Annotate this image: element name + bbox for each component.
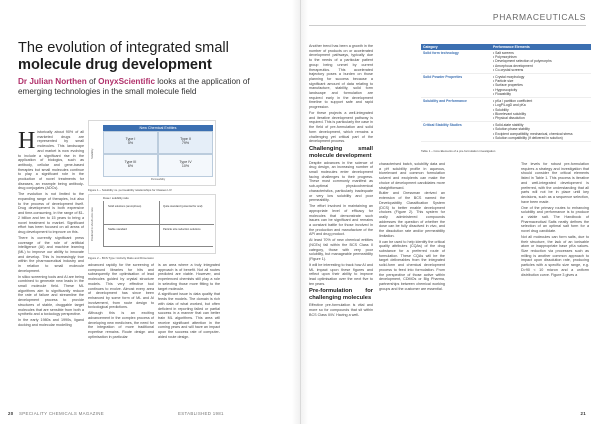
right-page: [300, 0, 600, 424]
figure-2-caption: Figure 2 – BCS Type I Activity Ratio and Dimension: [88, 256, 154, 260]
table-element-item: • Development selection of polymorphs: [493, 59, 552, 64]
table-row: [421, 50, 591, 74]
table-element-item: • Biorelevant solubility: [493, 111, 527, 116]
table-header-row: Category Performance Elements: [421, 44, 591, 50]
table-cell-category: Solubility and Performance: [421, 98, 491, 122]
table-element-item: • Solution compatibility (if delivered in solution): [493, 135, 563, 140]
right-col-1: Another trend has been a growth in the number of products on or accelerated development pathways, typically due to the needs of a particular patient group being unmet by current therapeutics. This accelerated trajectory poses a burden on those planning for success because a significant amount of data relating to manufacture, stability, solid form landscape and formulation are required early in the development timeline to support safe and rapid progression. For these projects a well-integrated and iterative development pathway is required. This is particularly the case in the field of pre-formulation and solid form development, which remains a challenging yet critical part of the development process. Challenging small molecule development Despite advances in the science of drug design, an increasing number of small molecules enter development facing challenges to their progress. These most commonly manifest as sub-optimal physicochemical characteristics, particularly inadequate or very low solubility and poor permeability. The effort involved in maintaining an appropriate level of efficacy for molecules that demonstrate such issues can be significant and remains a constant battle for those involved in the production and manufacture of the API and drug product. At least 70% of new chemical entities (NCEs) fall within the BCS Class II category, those with very poor solubility, but manageable permeability (Figure 1). It will be interesting to track how AI and ML impact upon these figures and reflect upon their ability to improve lead optimisation over the next five to ten years. Pre-formulation for challenging molecules Effective pre-formulation is vital and more so for compounds that sit within BCS Class II/IV. Having a well-: [309, 44, 373, 317]
right-col-3b: The levels for robust pre-formulation requires a strategy and investigation that should consider the critical elements listed in Table 1. This process is iterative and well-integrated development is preferred, with the understanding that all parts will not be in place until key decisions, such as a sequence selection, have been made. One of the primary routes to enhancing solubility and performance is to produce a viable salt. The Handbook of Pharmaceutical Salts neatly defines the selection of an optimal salt form for a novel drug candidate. Not all molecules can form salts, due to their structure, the lack of an ionisable atom or inappropriate base pKa values. Size reduction via processes such as milling is another common approach to impact upon dissolution rate, producing particles with a specific size range, e.g. D>90 < 10 micron and a uniform distribution curve. Figure 3 gives a: [521, 162, 589, 277]
table-element-item: • LogP/LogD and pKa: [493, 103, 526, 108]
table-element-item: • Solid-state stability: [493, 123, 524, 128]
body-col-2: advanced rapidly for the screening of compound libraries for hits and subsequently the optimisation of lead molecules guided by crystal structure models. This very effective tool continues to evolve. Almost every area of development has since been enhanced by some form of ML and AI involvement, from route design to toxicological predictions. Although this is an exciting advancement in the complex process of developing new medicines, the need for the integration of more traditional expertise remains. Route design and optimisation in particular: [88, 263, 154, 339]
table-element-item: • Amorphous development: [493, 63, 533, 68]
figure-1-header: New Chemical Entities: [103, 125, 213, 131]
table-element-item: • Co-crystal screens: [493, 67, 524, 72]
table-element-item: • Polymorphism: [493, 55, 517, 60]
table-1: [421, 44, 591, 142]
body-col-1: Historically about 90% of all marketed drugs are represented by small molecules. This landscape and market is now evolving to include a significant rise in the application of biologics, such as antibody, cellular and gene-based therapies but small molecules continue to play a significant role in the production of novel treatments for diseases, an example being antibody-drug conjugates (ADCs). The evolution is not limited to the expanding range of therapies, but also to the process of development itself. Drug development is both expensive and time-consuming, in the range of $1-2 billion and ten to 15 years to bring a novel treatment to market. Significant effort has been focused on all areas of drug development to improve on this. There is currently significant press coverage of the role of artificial intelligence (AI) and machine learning (ML) to improve our ability to innovate and develop. This is increasingly true within the pharmaceutical industry and in relation to small molecule development. In silico screening tools and AI are being combined to generate new leads in the small molecule field. These ML algorithms aim to significantly reduce the rate of failure and streamline the development process to provide structures of stable, druggable target molecules that are sensible from both a synthetic and a toxicology perspective. In the early 1980s and 1990s, ligand docking and molecular modelling: [18, 130, 84, 327]
table-element-item: • Solubility: [493, 107, 509, 112]
figure-1-cell-1: Type I 5%: [103, 131, 158, 154]
figure-1-cell-3: Type III 6%: [103, 154, 158, 177]
footer-left: 20 SPECIALITY CHEMICALS MAGAZINE ESTABLISHED 1981: [8, 411, 224, 416]
figure-1-x-axis: Permeability: [150, 178, 166, 181]
table-row: [421, 74, 591, 98]
table-element-item: • pKa / partition coefficient: [493, 98, 533, 103]
table-element-item: • Particle size: [493, 79, 514, 84]
table-element-item: • Physical dissolution: [493, 116, 525, 121]
table-cell-elements: [491, 50, 591, 74]
table-element-item: • Excipient compatibility, mechanical, chemical stress: [493, 131, 573, 136]
drop-cap: H: [18, 130, 36, 154]
table-element-item: • Salt screens: [493, 50, 514, 55]
figure-1-y-axis: Solubility: [91, 148, 94, 160]
header-rule: [309, 25, 586, 26]
figure-2-divider-h: [104, 224, 214, 225]
table-row: [421, 98, 591, 122]
table-cell-category: Solid Powder Properties: [421, 74, 491, 98]
table-cell-category: Critical Stability Studies: [421, 122, 491, 142]
right-col-2: characterised batch, solubility data and a pH solubility profile in aqueous, biorelevant and common formulation solvent and excipients can make the choice of development candidates more straightforward. Butler and Dressman derived an extension of the BCS named the Developability Classification System (DCS) to better enable development choices (Figure 2). This system for orally administered compounds addresses the question of whether the dose can be fully dissolved in vivo, and the dissolution rate and/or permeability limitation. It can be used to help identify the critical quality attributes (CQAs) of the drug substance for a preferred route of formulation. These CQAs will be the target deliverables from the integrated solid-form and chemical development process to feed into formulation. From the perspective of those active within development, CDMOs or Big Pharma, partnerships between chemical working groups and the customer are essential.: [379, 162, 445, 291]
figure-2: [88, 194, 216, 254]
figure-1-cell-2: Type II 79%: [158, 131, 213, 154]
article-title: The evolution of integrated small molecule drug development: [18, 40, 229, 73]
table-element-item: • Surface properties: [493, 83, 523, 88]
table-cell-elements: [491, 122, 591, 142]
table-cell-elements: [491, 98, 591, 122]
table-element-item: • Hygroscopicity: [493, 87, 518, 92]
figure-2-quadrant-1: Solid solutions (amorphous): [108, 205, 142, 208]
section-header: PHARMACEUTICALS: [492, 12, 586, 22]
table-cell-elements: [491, 74, 591, 98]
footer-right: 21: [580, 411, 586, 416]
table-element-item: • Crystal morphology: [493, 74, 525, 79]
figure-1-caption: Figure 1 – Solubility vs. permeability relationships for Classes I-IV: [88, 188, 172, 192]
figure-2-quadrant-3: Stable standard: [108, 228, 127, 231]
figure-2-quadrant-4: Particle size reduction solutions: [163, 228, 201, 231]
table-element-item: • Flowability: [493, 92, 511, 97]
figure-1: [88, 120, 216, 186]
table-element-item: • Solution phase stability: [493, 127, 530, 132]
heading-preformulation: Pre-formulation for challenging molecules: [309, 288, 373, 302]
table-cell-category: Solid form technology: [421, 50, 491, 74]
figure-2-quadrant-2: Quite standard (potential for oral): [163, 205, 203, 208]
spine-shadow: [292, 0, 308, 424]
body-col-3: is an area where a truly integrated approach is of benefit. Not all routes predicted are viable. However, and experienced chemists still play a role in selecting those more fitting to the target molecule. A significant issue is data quality that feeds the models. The domain is rich with data of what worked, but often deficient in reporting failed or partial success in a manner that can better train ML algorithms. This area will receive significant attention in the coming years and will have an impact upon the success rate of computer-aided route design.: [158, 263, 220, 339]
figure-2-plot: [103, 201, 213, 247]
figure-1-cell-4: Type IV 10%: [158, 154, 213, 177]
figure-2-axis-title: Dose / solubility ratio: [103, 196, 129, 200]
table-1-caption: Table 1 – Core Elements of a pre-formulation investigation: [421, 149, 496, 153]
byline: Dr Julian Northen of OnyxScientific looks at the application of emerging technologies in the small molecule field: [18, 77, 250, 96]
table-row: [421, 122, 591, 142]
heading-challenging: Challenging small molecule development: [309, 145, 373, 159]
figure-2-y-axis: Predicted In-Vivo/in vitro ratio: [91, 207, 94, 241]
